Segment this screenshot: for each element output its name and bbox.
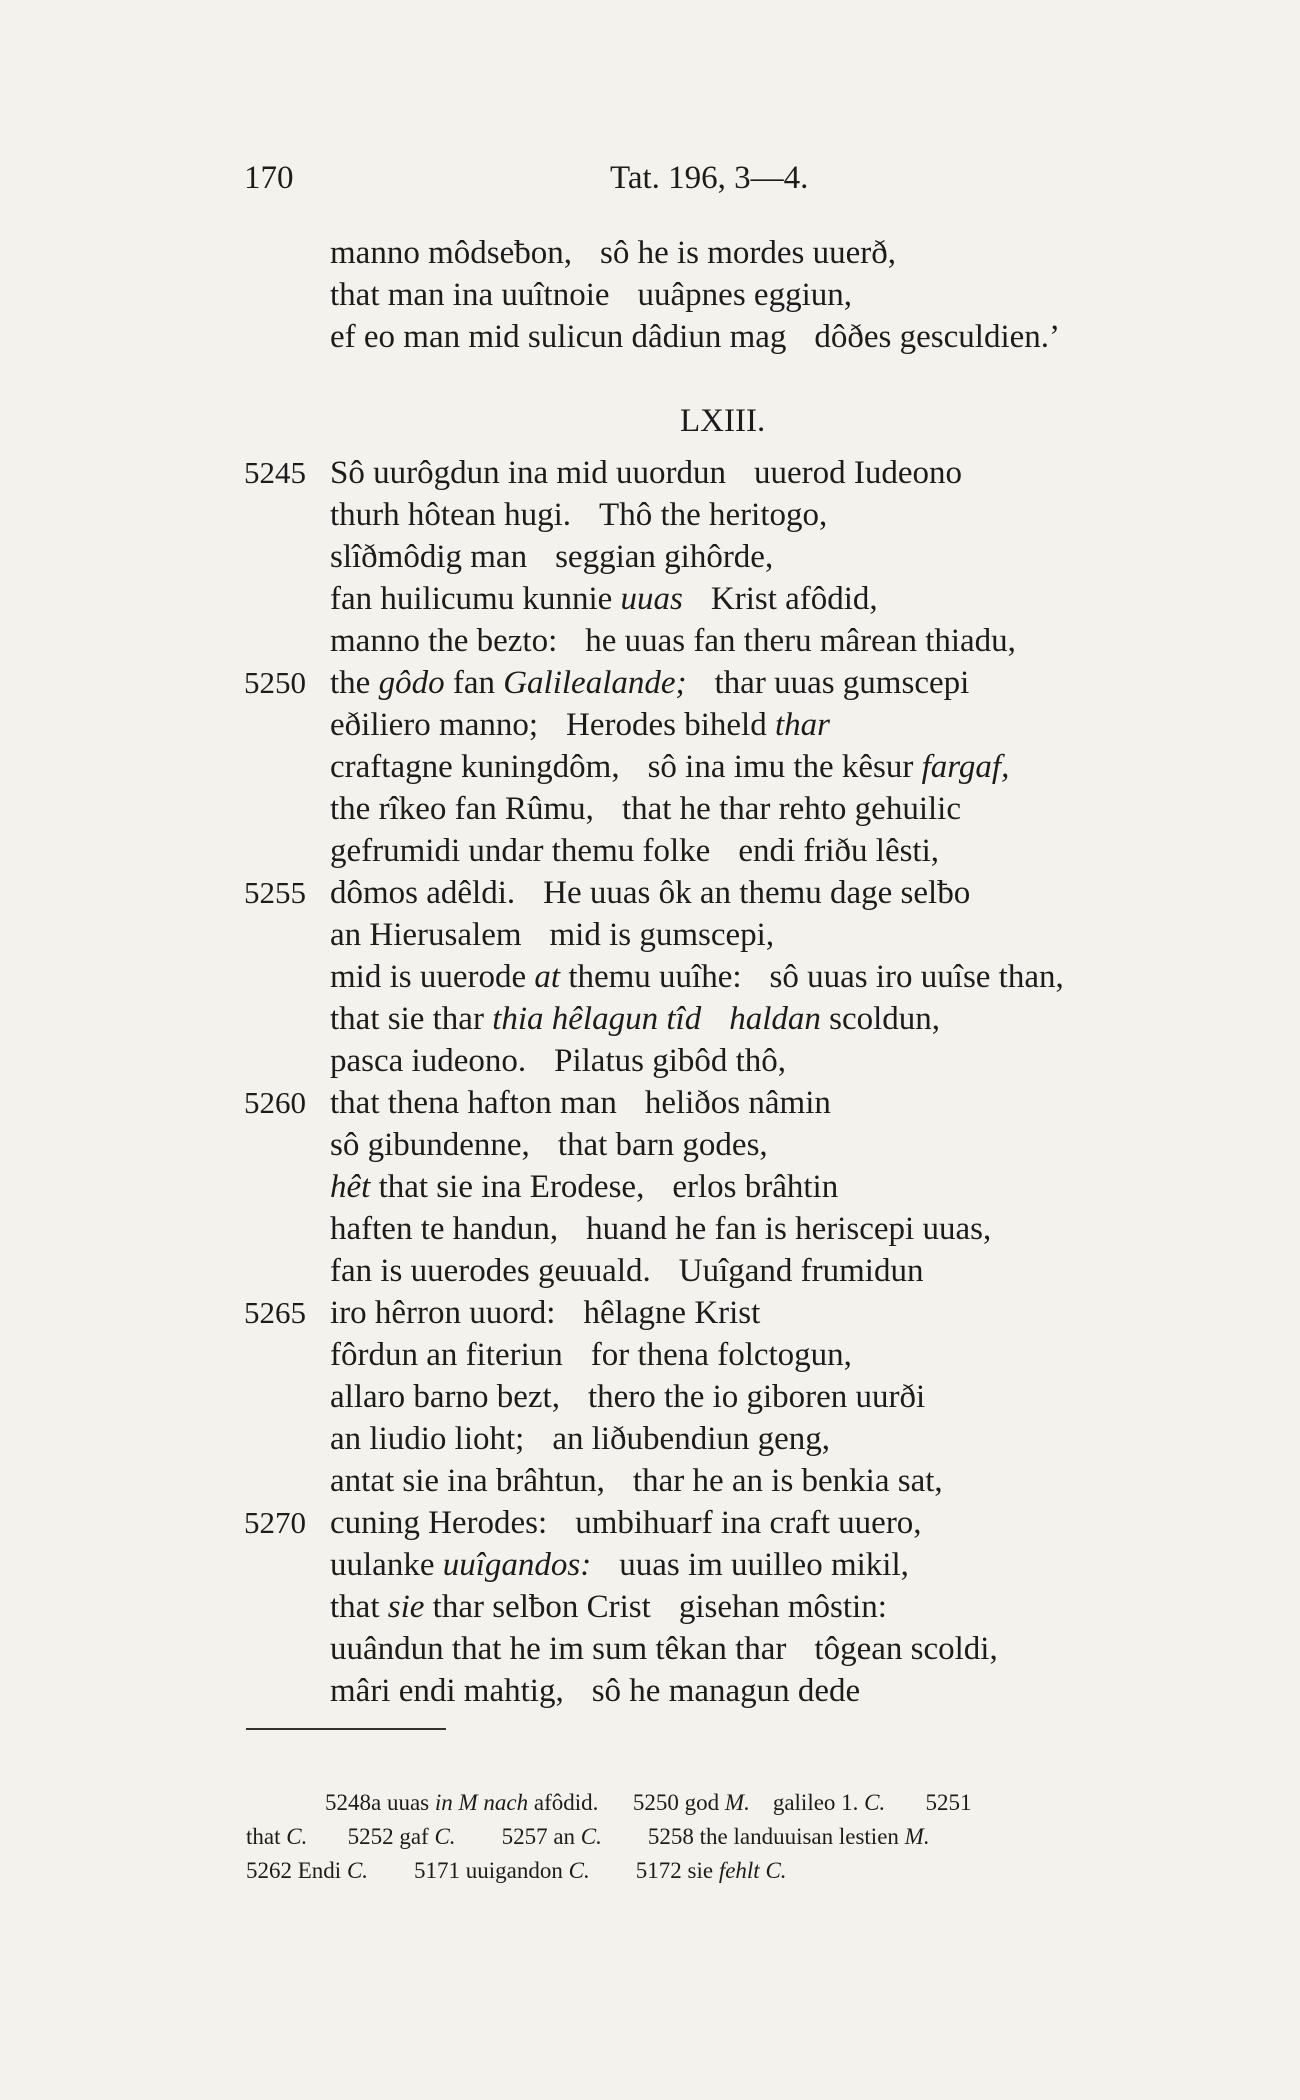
verse-line: fan huilicumu kunnie uuas Krist afôdid, [330, 581, 878, 617]
verse-line: an liudio lioht; an liðubendiun geng, [330, 1421, 831, 1457]
verse-line: iro hêrron uuord: hêlagne Krist [330, 1295, 761, 1331]
verse-line: the gôdo fan Galilealande; thar uuas gumscepi [330, 665, 970, 701]
line-number: 5265 [244, 1295, 306, 1330]
footnote-line: 5248a uuas in M nach afôdid. 5250 god M. galileo 1. C. 5251 [325, 1790, 972, 1815]
verse-line: manno the bezto: he uuas fan theru mârean thiadu, [330, 623, 1016, 659]
line-number: 5260 [244, 1085, 306, 1120]
verse-line: antat sie ina brâhtun, thar he an is benkia sat, [330, 1463, 943, 1499]
footnote-line: that C. 5252 gaf C. 5257 an C. 5258 the landuuisan lestien M. [246, 1824, 930, 1849]
verse-line: pasca iudeono. Pilatus gibôd thô, [330, 1043, 787, 1079]
verse-line: uuândun that he im sum têkan thar tôgean scoldi, [330, 1631, 998, 1667]
verse-line: manno môdseƀon, sô he is mordes uuerð, [330, 235, 897, 271]
verse-line: gefrumidi undar themu folke endi friðu lêsti, [330, 833, 940, 869]
verse-line: mâri endi mahtig, sô he managun dede [330, 1673, 861, 1709]
line-number: 5255 [244, 875, 306, 910]
verse-line: haften te handun, huand he fan is heriscepi uuas, [330, 1211, 992, 1247]
verse-line: mid is uuerode at themu uuîhe: sô uuas iro uuîse than, [330, 959, 1064, 995]
page-header [244, 160, 1144, 200]
verse-line: sô gibundenne, that barn godes, [330, 1127, 768, 1163]
verse-line: craftagne kuningdôm, sô ina imu the kêsur fargaf, [330, 749, 1010, 785]
footnote-divider [246, 1728, 446, 1730]
verse-line: fôrdun an fiteriun for thena folctogun, [330, 1337, 852, 1373]
verse-line: thurh hôtean hugi. Thô the heritogo, [330, 497, 828, 533]
line-number: 5250 [244, 665, 306, 700]
verse-line: uulanke uuîgandos: uuas im uuilleo mikil, [330, 1547, 909, 1583]
line-number: 5245 [244, 455, 306, 490]
verse-line: that man ina uuîtnoie uuâpnes eggiun, [330, 277, 852, 313]
verse-line: eðiliero manno; Herodes biheld thar [330, 707, 830, 743]
page-number: 170 [244, 160, 294, 196]
section-heading: LXIII. [680, 403, 766, 439]
footnote-line: 5262 Endi C. 5171 uuigandon C. 5172 sie fehlt C. [246, 1858, 787, 1883]
verse-line: that thena hafton man heliðos nâmin [330, 1085, 831, 1121]
verse-line: an Hierusalem mid is gumscepi, [330, 917, 775, 953]
line-number: 5270 [244, 1505, 306, 1540]
verse-line: allaro barno bezt, thero the io giboren uurði [330, 1379, 926, 1415]
running-head: Tat. 196, 3—4. [610, 160, 809, 196]
verse-line: dômos adêldi. He uuas ôk an themu dage selƀo [330, 875, 971, 911]
verse-line: the rîkeo fan Rûmu, that he thar rehto gehuilic [330, 791, 961, 827]
verse-line: Sô uurôgdun ina mid uuordun uuerod Iudeono [330, 455, 963, 491]
verse-line: fan is uuerodes geuuald. Uuîgand frumidun [330, 1253, 924, 1289]
verse-line: that sie thar thia hêlagun tîd haldan scoldun, [330, 1001, 941, 1037]
verse-line: that sie thar selƀon Crist gisehan môstin: [330, 1589, 887, 1625]
verse-line: slîðmôdig man seggian gihôrde, [330, 539, 774, 575]
verse-line: ef eo man mid sulicun dâdiun mag dôðes gesculdien.’ [330, 319, 1061, 355]
verse-line: cuning Herodes: umbihuarf ina craft uuero, [330, 1505, 922, 1541]
verse-line: hêt that sie ina Erodese, erlos brâhtin [330, 1169, 839, 1205]
